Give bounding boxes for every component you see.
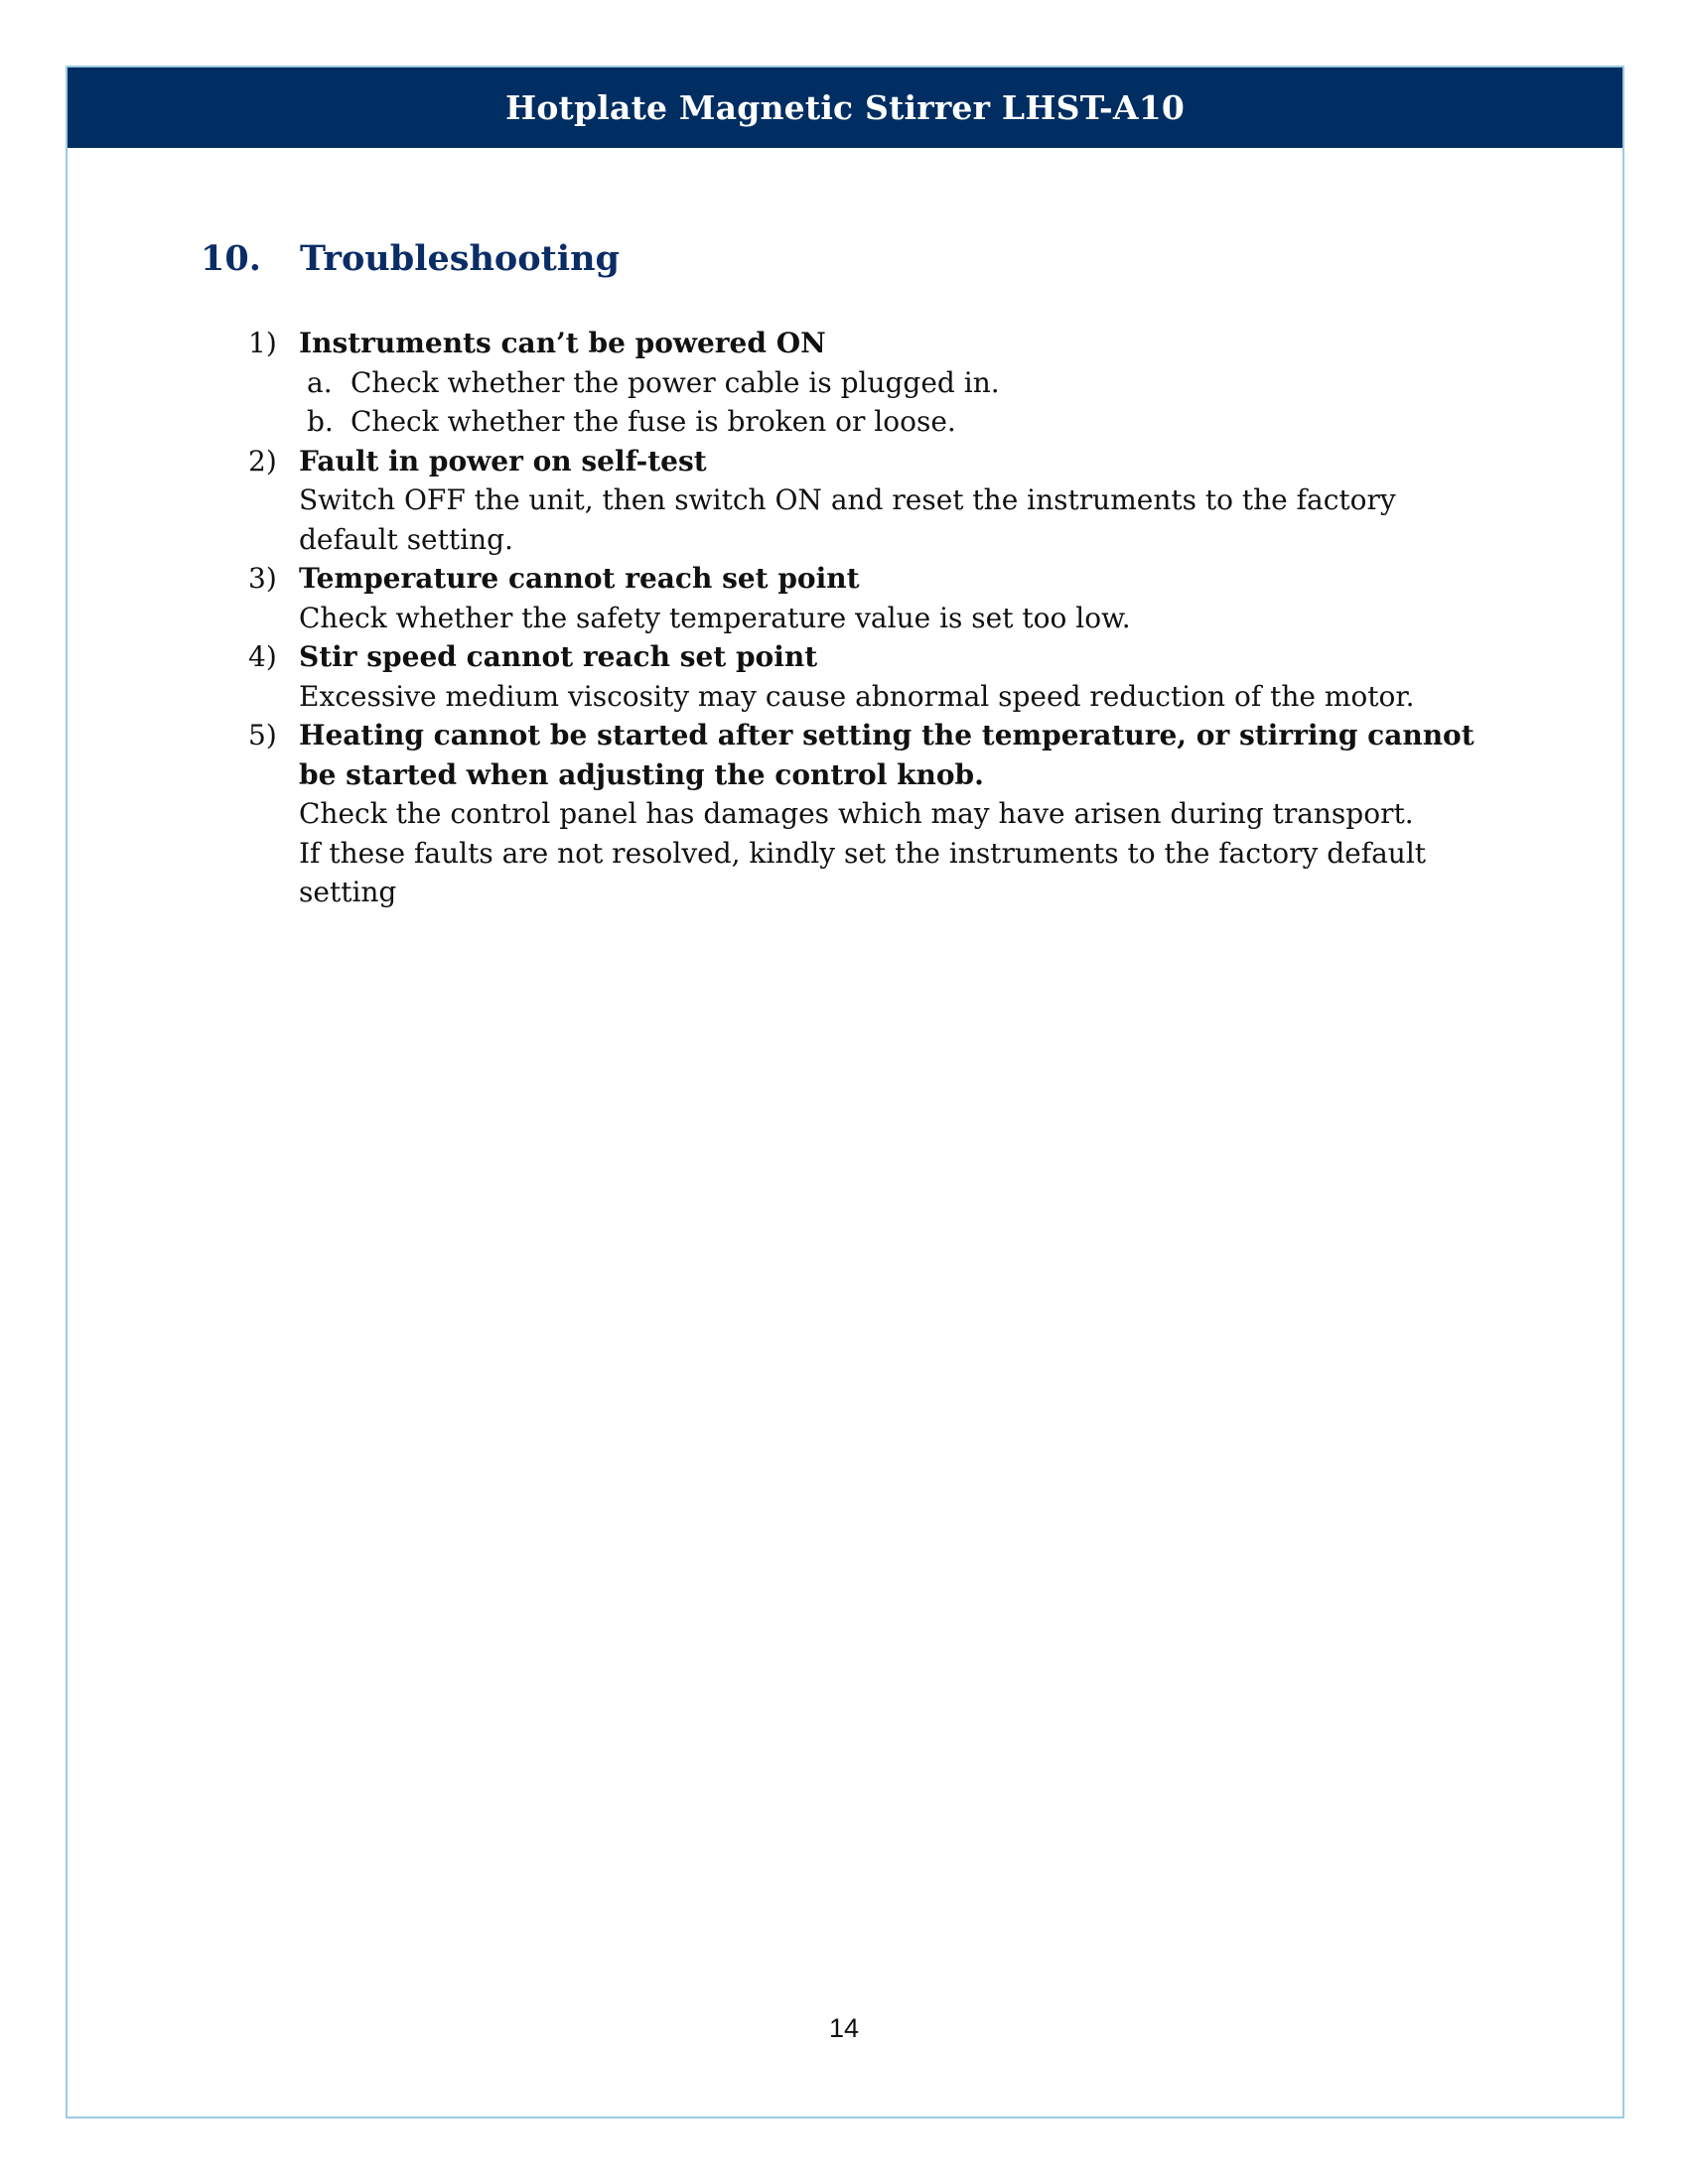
list-item	[248, 442, 1499, 560]
list-item	[248, 559, 1499, 637]
header-bar	[68, 68, 1622, 148]
list-item	[248, 324, 1499, 442]
item-number: 2)	[248, 444, 277, 478]
page-number: 14	[828, 2013, 860, 2043]
sub-item	[307, 363, 1499, 403]
item-title: Stir speed cannot reach set point	[299, 640, 818, 673]
document-title: Hotplate Magnetic Stirrer LHST-A10	[504, 88, 1186, 127]
sub-item-text: Check whether the fuse is broken or loose.	[351, 405, 956, 438]
item-number: 4)	[248, 640, 277, 673]
item-number: 1)	[248, 327, 277, 359]
item-number: 3)	[248, 562, 277, 595]
item-title: Temperature cannot reach set point	[299, 562, 860, 595]
troubleshooting-list	[248, 324, 1499, 912]
sub-item-letter: b.	[307, 405, 334, 438]
item-title: Heating cannot be started after setting the temperature, or stirring cannot be started when adjusting the control knob.	[299, 719, 1475, 791]
section-title: Troubleshooting	[300, 238, 620, 279]
item-text: Check whether the safety temperature value is set too low.	[299, 601, 1131, 634]
item-text: Check the control panel has damages which may have arisen during transport.	[299, 797, 1414, 830]
item-text: Excessive medium viscosity may cause abnormal speed reduction of the motor.	[299, 679, 1415, 713]
sub-item	[307, 402, 1499, 442]
item-text-note: If these faults are not resolved, kindly set the instruments to the factory default setting	[299, 836, 1427, 908]
item-text: Switch OFF the unit, then switch ON and reset the instruments to the factory default setting.	[299, 483, 1396, 556]
sub-list	[307, 363, 1499, 442]
list-item	[248, 637, 1499, 716]
item-title: Fault in power on self-test	[299, 444, 707, 478]
sub-item-text: Check whether the power cable is plugged in.	[351, 365, 1000, 399]
list-item	[248, 716, 1499, 912]
item-title: Instruments can’t be powered ON	[299, 327, 826, 359]
section-heading	[201, 238, 620, 279]
sub-item-letter: a.	[307, 365, 333, 399]
section-number: 10.	[201, 238, 261, 279]
item-number: 5)	[248, 719, 277, 751]
